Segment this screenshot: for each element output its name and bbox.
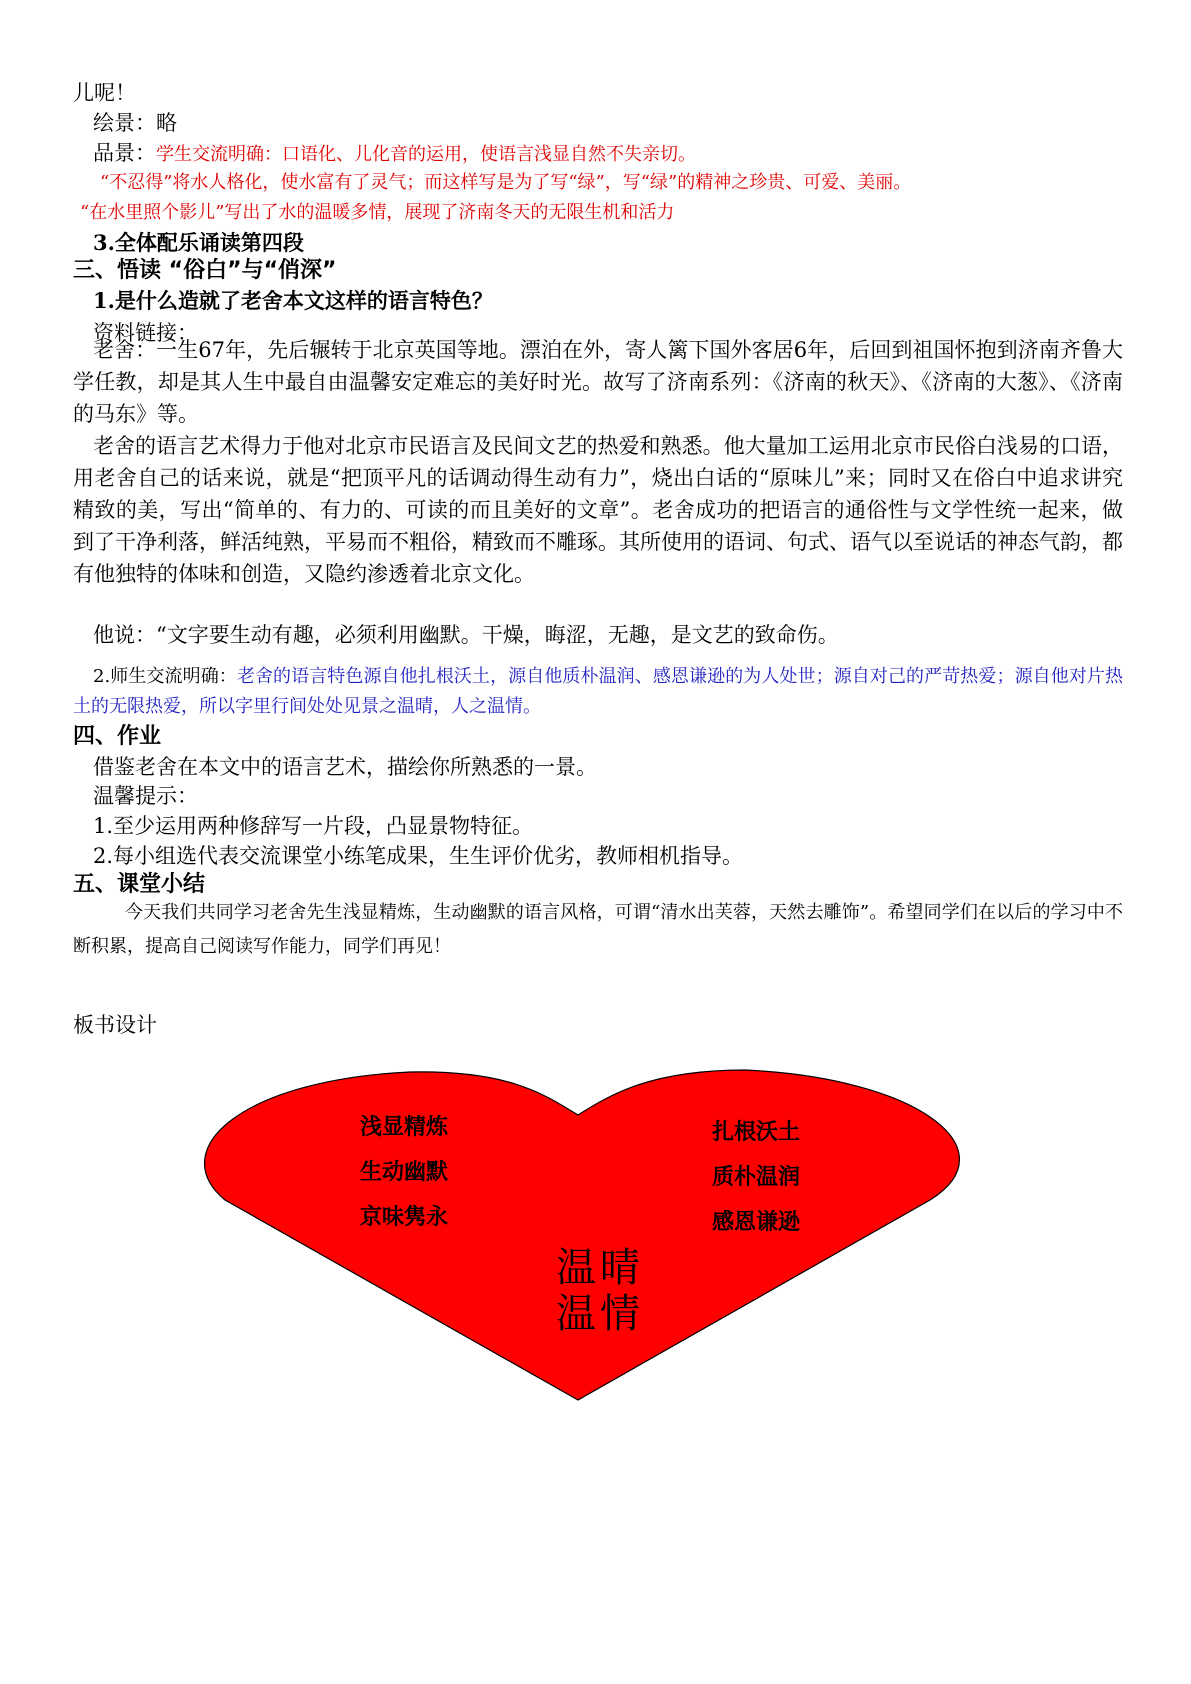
section-step: 3.全体配乐诵读第四段 [93, 230, 304, 255]
heart-center-label: 温情 [556, 1291, 644, 1337]
heart-left-item: 京味隽永 [360, 1204, 449, 1230]
quote-line: 他说：“文字要生动有趣，必须利用幽默。干燥，晦涩，无趣，是文艺的致命伤。 [93, 623, 839, 647]
question-heading: 1.是什么造就了老舍本文这样的语言特色？ [93, 288, 493, 313]
heart-right-item: 感恩谦逊 [712, 1209, 801, 1235]
text-line: 2.每小组选代表交流课堂小练笔成果，生生评价优劣，教师相机指导。 [93, 844, 744, 868]
paragraph: 老舍的语言艺术得力于他对北京市民语言及民间文艺的热爱和熟悉。他大量加工运用北京市民俗白浅易的口语，用老舍自己的话来说，就是“把顶平凡的话调动得生动有力”，烧出白话的“原味儿”来；同时又在俗白中追求讲究精致的美，写出“简单的、有力的、可读的而且美好的文章”。老舍成功的把语言的通俗性与文学性统一起来，做到了干净利落，鲜活纯熟，平易而不粗俗，精致而不雕琢。其所使用的语词、句式、语气以至说话的神态气韵，都有他独特的体味和创造，又隐约渗透着北京文化。 [73, 434, 1123, 586]
label-q2: 2.师生交流明确： [93, 666, 237, 687]
text-line: 1.至少运用两种修辞写一片段，凸显景物特征。 [93, 814, 534, 838]
red-note: 学生交流明确：口语化、儿化音的运用，使语言浅显自然不失亲切。 [156, 144, 696, 165]
red-note: “不忍得”将水人格化，使水富有了灵气；而这样写是为了写“绿”，写“绿”的精神之珍贵、可爱、美丽。 [100, 172, 912, 193]
section-heading: 四、作业 [73, 724, 162, 749]
text-line: 资料链接： [93, 321, 198, 345]
board-title: 板书设计 [73, 1013, 157, 1037]
section-heading: 五、课堂小结 [73, 872, 206, 897]
paragraph: 今天我们共同学习老舍先生浅显精炼，生动幽默的语言风格，可谓“清水出芙蓉，天然去雕饰”。希望同学们在以后的学习中不断积累，提高自己阅读写作能力，同学们再见！ [73, 902, 1123, 957]
heart-right-item: 扎根沃土 [712, 1119, 801, 1145]
section-heading: 三、悟读 “俗白”与“俏深” [73, 258, 337, 283]
text-line: 借鉴老舍在本文中的语言艺术，描绘你所熟悉的一景。 [93, 755, 597, 779]
heart-left-item: 浅显精炼 [360, 1114, 449, 1140]
heart-center-label: 温晴 [556, 1245, 644, 1291]
heart-left-item: 生动幽默 [360, 1159, 449, 1185]
red-note: “在水里照个影儿”写出了水的温暖多情，展现了济南冬天的无限生机和活力 [80, 202, 675, 223]
blue-note: 老舍的语言特色源自他扎根沃土，源自他质朴温润、感恩谦逊的为人处世；源自对己的严苛热爱；源自他对片热土的无限热爱，所以字里行间处处见景之温晴，人之温情。 [73, 666, 1123, 717]
text-line: 绘景：略 [93, 111, 177, 135]
heart-right-item: 质朴温润 [712, 1164, 801, 1190]
text-line: 温馨提示： [93, 784, 198, 808]
label-pinjing: 品景： [93, 141, 156, 165]
paragraph: 老舍：一生67年，先后辗转于北京英国等地。漂泊在外，寄人篱下国外客居6年，后回到祖国怀抱到济南齐鲁大学任教，却是其人生中最自由温馨安定难忘的美好时光。故写了济南系列：《济南的秋天》、《济南的大葱》、《济南的马东》等。 [73, 338, 1123, 426]
heart-path [205, 1070, 960, 1400]
text-line: 儿呢！ [73, 81, 136, 105]
